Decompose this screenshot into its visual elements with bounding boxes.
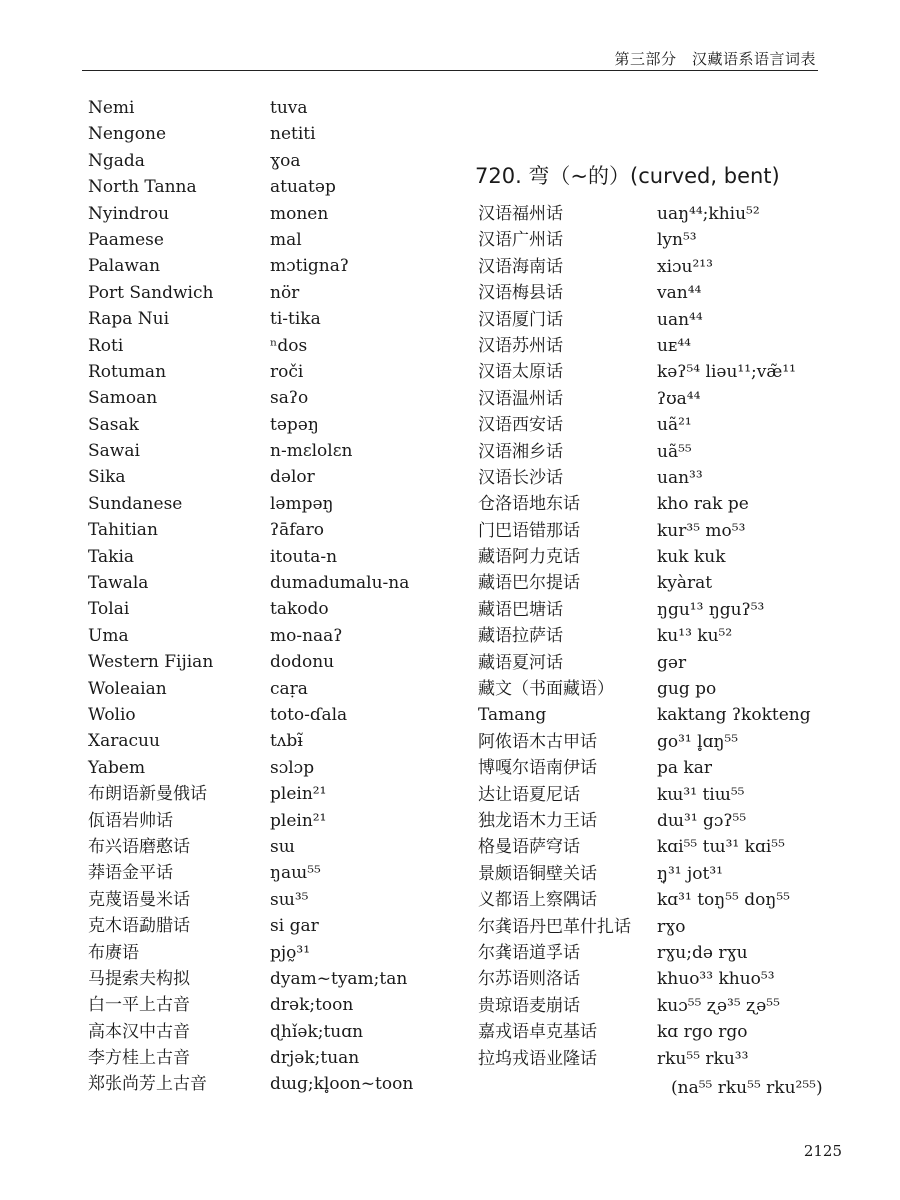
language-name: 门巴语错那话	[478, 520, 580, 541]
word-form: kəʔ⁵⁴ liəu¹¹;væ̃¹¹	[657, 362, 796, 383]
language-name: 汉语湘乡话	[478, 441, 563, 462]
word-form: kɑ rgo rgo	[657, 1022, 748, 1043]
word-form: uᴇ⁴⁴	[657, 335, 691, 356]
language-name: 汉语广州话	[478, 230, 563, 251]
language-name: Palawan	[88, 256, 161, 277]
language-name: 义都语上察隅话	[478, 890, 597, 911]
word-form: kyàrat	[657, 573, 713, 594]
language-name: Tahitian	[88, 520, 158, 541]
word-form: mɔtignaʔ	[270, 256, 349, 277]
language-name: 克木语勐腊话	[88, 916, 190, 937]
word-form: khuo³³ khuo⁵³	[657, 969, 775, 990]
word-form: ləmpəŋ	[270, 493, 334, 514]
language-name: 尔苏语则洛话	[478, 969, 580, 990]
language-name: 藏语夏河话	[478, 652, 563, 673]
language-name: 仓洛语地东话	[478, 494, 580, 515]
word-form: kɑ³¹ toŋ⁵⁵ doŋ⁵⁵	[657, 890, 790, 911]
language-name: Woleaian	[88, 678, 167, 699]
word-form: netiti	[270, 124, 316, 145]
word-form: atuatəp	[270, 177, 336, 198]
right-language-column	[478, 203, 648, 1074]
language-name: 马提索夫构拟	[88, 968, 190, 989]
language-name: Sundanese	[88, 493, 183, 514]
language-name: 拉坞戎语业隆话	[478, 1048, 597, 1069]
word-form: nör	[270, 282, 300, 303]
language-name: 汉语长沙话	[478, 467, 563, 488]
language-name: 藏语巴尔提话	[478, 573, 580, 594]
language-name: 尔龚语丹巴革什扎话	[478, 916, 631, 937]
word-form: go³¹ l̥ɑŋ⁵⁵	[657, 731, 739, 752]
language-name: 藏语巴塘话	[478, 599, 563, 620]
word-form: kuk kuk	[657, 547, 726, 568]
language-name: 汉语太原话	[478, 362, 563, 383]
word-form: tuva	[270, 98, 308, 118]
word-form: uaŋ⁴⁴;khiu⁵²	[657, 204, 760, 224]
language-name: Xaracuu	[88, 731, 160, 752]
word-form: kɯ³¹ tiɯ⁵⁵	[657, 784, 745, 805]
word-form: uã²¹	[657, 415, 692, 436]
language-name: 贵琼语麦崩话	[478, 995, 580, 1016]
word-form: rɣu;də rɣu	[657, 942, 748, 963]
language-name: 汉语厦门话	[478, 309, 563, 330]
word-form: ŋ̩³¹ jot³¹	[657, 863, 723, 884]
word-form: saʔo	[270, 388, 309, 409]
language-name: 莽语金平话	[88, 863, 173, 884]
language-name: Nemi	[88, 98, 135, 118]
word-form: uan⁴⁴	[657, 309, 703, 330]
language-name: Nyindrou	[88, 203, 170, 224]
language-name: 达让语夏尼话	[478, 784, 580, 805]
word-form: si gar	[270, 916, 319, 937]
word-form: ⁿdos	[270, 335, 308, 356]
language-name: 汉语温州话	[478, 388, 563, 409]
language-name: 布朗语新曼俄话	[88, 784, 207, 805]
word-form: caṛa	[270, 678, 308, 699]
word-form: takodo	[270, 599, 329, 620]
word-form: dyam~tyam;tan	[270, 968, 408, 989]
language-name: Tamang	[478, 705, 547, 726]
word-form: dɯɡ;kl̥oon~toon	[270, 1074, 414, 1095]
left-language-column	[88, 97, 268, 1100]
word-form: ti-tika	[270, 309, 321, 330]
language-name: Sika	[88, 467, 126, 488]
word-form: dodonu	[270, 652, 335, 673]
language-name: 嘉戎语卓克基话	[478, 1022, 597, 1043]
word-form: kaktang ʔkokteng	[657, 705, 811, 726]
language-name: 藏语阿力克话	[478, 547, 580, 568]
language-name: Nengone	[88, 124, 167, 145]
word-form: plein²¹	[270, 784, 327, 805]
word-form: plein²¹	[270, 810, 327, 831]
language-name: 汉语海南话	[478, 256, 563, 277]
word-continuation: (na⁵⁵ rku⁵⁵ rku²⁵⁵)	[671, 1078, 823, 1098]
word-form: drək;toon	[270, 995, 354, 1016]
language-name: Tawala	[88, 573, 149, 594]
language-name: 藏文（书面藏语）	[478, 679, 614, 700]
language-name: Port Sandwich	[88, 282, 214, 303]
word-form: toto-ɗala	[270, 704, 348, 725]
word-form: dɯ³¹ gɔʔ⁵⁵	[657, 810, 747, 831]
word-form: gug po	[657, 679, 717, 700]
language-name: Tolai	[88, 599, 130, 620]
word-form: ʔʊa⁴⁴	[657, 388, 701, 409]
language-name: 佤语岩帅话	[88, 810, 173, 831]
language-name: 汉语苏州话	[478, 335, 563, 356]
word-form: pjo̰³¹	[270, 942, 311, 963]
word-form: uan³³	[657, 467, 703, 488]
word-form: sɯ³⁵	[270, 889, 309, 910]
word-form: təpəŋ	[270, 414, 319, 435]
word-form: uã⁵⁵	[657, 441, 692, 462]
language-name: 汉语福州话	[478, 204, 563, 224]
language-name: Western Fijian	[88, 652, 214, 673]
word-form: ɣoa	[270, 150, 301, 171]
word-form: kho rak pe	[657, 494, 749, 515]
word-form: dəlor	[270, 467, 315, 488]
language-name: Paamese	[88, 229, 164, 250]
language-name: 郑张尚芳上古音	[88, 1074, 207, 1095]
word-form: gər	[657, 652, 687, 673]
page-number: 2125	[803, 1142, 842, 1160]
language-name: Roti	[88, 335, 124, 356]
word-form: mo-naaʔ	[270, 625, 343, 646]
word-form: kɑi⁵⁵ tɯ³¹ kɑi⁵⁵	[657, 837, 785, 858]
language-name: 李方桂上古音	[88, 1048, 190, 1069]
language-name: Wolio	[88, 704, 136, 725]
word-form: itouta-n	[270, 546, 338, 567]
language-name: Rapa Nui	[88, 309, 170, 330]
running-header: 第三部分 汉藏语系语言词表	[614, 50, 816, 68]
word-form: rɣo	[657, 916, 686, 937]
word-form: lyn⁵³	[657, 230, 697, 251]
language-name: 布赓语	[88, 942, 139, 963]
word-form: ku¹³ ku⁵²	[657, 626, 733, 647]
language-name: 格曼语萨穹话	[478, 837, 580, 858]
word-form: kuɔ⁵⁵ ʐə³⁵ ʐə⁵⁵	[657, 995, 780, 1016]
language-name: 汉语西安话	[478, 415, 563, 436]
entry-title: 720. 弯（~的）(curved, bent)	[475, 164, 780, 188]
word-form: xiɔu²¹³	[657, 256, 713, 277]
language-name: Sawai	[88, 441, 140, 462]
word-form: dumadumalu-na	[270, 573, 410, 594]
word-form: kur³⁵ mo⁵³	[657, 520, 746, 541]
language-name: 白一平上古音	[88, 995, 190, 1016]
language-name: Takia	[88, 546, 135, 567]
language-name: Uma	[88, 625, 129, 646]
word-form: rku⁵⁵ rku³³	[657, 1048, 749, 1069]
language-name: 尔龚语道孚话	[478, 942, 580, 963]
word-form: drjək;tuan	[270, 1048, 360, 1069]
word-form: monen	[270, 203, 329, 224]
word-form: van⁴⁴	[657, 283, 702, 304]
left-word-column	[270, 97, 460, 1100]
header-rule	[82, 70, 818, 71]
language-name: 博嘎尔语南伊话	[478, 758, 597, 779]
language-name: 克蔑语曼米话	[88, 889, 190, 910]
word-form: pa kar	[657, 758, 712, 779]
word-form: ɖhǐək;tuɑn	[270, 1021, 364, 1042]
word-form: ʔāfaro	[270, 520, 325, 541]
right-word-column	[657, 203, 832, 1074]
language-name: 高本汉中古音	[88, 1021, 190, 1042]
word-form: sɔlɔp	[270, 757, 315, 778]
language-name: 藏语拉萨话	[478, 626, 563, 647]
language-name: 景颇语铜壁关话	[478, 863, 597, 884]
language-name: Samoan	[88, 388, 158, 409]
language-name: Ngada	[88, 150, 145, 171]
language-name: 布兴语磨憨话	[88, 836, 190, 857]
word-form: roči	[270, 361, 304, 382]
language-name: Sasak	[88, 414, 139, 435]
word-form: ŋgu¹³ ŋguʔ⁵³	[657, 599, 765, 620]
language-name: 阿侬语木古甲话	[478, 731, 597, 752]
word-form: tʌbɨ̃	[270, 731, 303, 752]
language-name: 汉语梅县话	[478, 283, 563, 304]
language-name: Yabem	[88, 757, 146, 778]
language-name: Rotuman	[88, 361, 167, 382]
word-form: ŋaɯ⁵⁵	[270, 863, 321, 884]
word-form: sɯ	[270, 836, 295, 857]
language-name: 独龙语木力王话	[478, 810, 597, 831]
language-name: North Tanna	[88, 177, 197, 198]
word-form: mal	[270, 229, 302, 250]
word-form: n-mɛlolɛn	[270, 441, 353, 462]
